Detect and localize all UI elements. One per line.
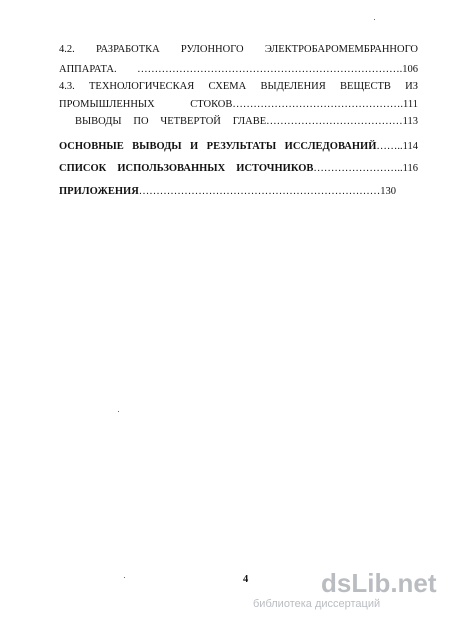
scan-speck — [124, 577, 125, 578]
toc-entry-main-conclusions-title: ОСНОВНЫЕ ВЫВОДЫ И РЕЗУЛЬТАТЫ ИССЛЕДОВАНИЙ — [59, 141, 377, 152]
toc-entry-appendices — [59, 185, 418, 199]
toc-entry-main-conclusions-page: ……..114 — [376, 141, 418, 152]
toc-entry-chapter4-conclusions: ВЫВОДЫ ПО ЧЕТВЕРТОЙ ГЛАВЕ…………………………………113 — [75, 116, 418, 127]
toc-entry-appendices-page: ……………………………………………………………130 — [138, 186, 397, 197]
watermark-subtitle: библиотека диссертаций — [253, 598, 381, 610]
toc-entry-references — [59, 162, 418, 176]
scan-speck — [118, 411, 119, 412]
toc-entry-references-title: СПИСОК ИСПОЛЬЗОВАННЫХ ИСТОЧНИКОВ — [59, 163, 314, 174]
page-number: 4 — [243, 574, 249, 585]
toc-entry-references-page: ……………………..116 — [313, 163, 418, 174]
watermark-logo: dsLib.net — [321, 568, 437, 598]
toc-entry-main-conclusions — [59, 140, 418, 154]
toc-entry-4-3-continuation: ПРОМЫШЛЕННЫХ СТОКОВ………………………………………….111 — [59, 99, 418, 110]
scan-speck — [374, 19, 375, 20]
dslib-watermark — [253, 568, 441, 611]
toc-entry-appendices-title: ПРИЛОЖЕНИЯ — [59, 186, 139, 197]
toc-entry-4-2-continuation: АППАРАТА. ………………………………………………………………….106 — [59, 64, 418, 75]
toc-entry-4-3-heading: 4.3. ТЕХНОЛОГИЧЕСКАЯ СХЕМА ВЫДЕЛЕНИЯ ВЕЩЕСТВ ИЗ — [59, 81, 418, 92]
toc-entry-4-2-heading: 4.2. РАЗРАБОТКА РУЛОННОГО ЭЛЕКТРОБАРОМЕМБРАННОГО — [59, 44, 418, 55]
